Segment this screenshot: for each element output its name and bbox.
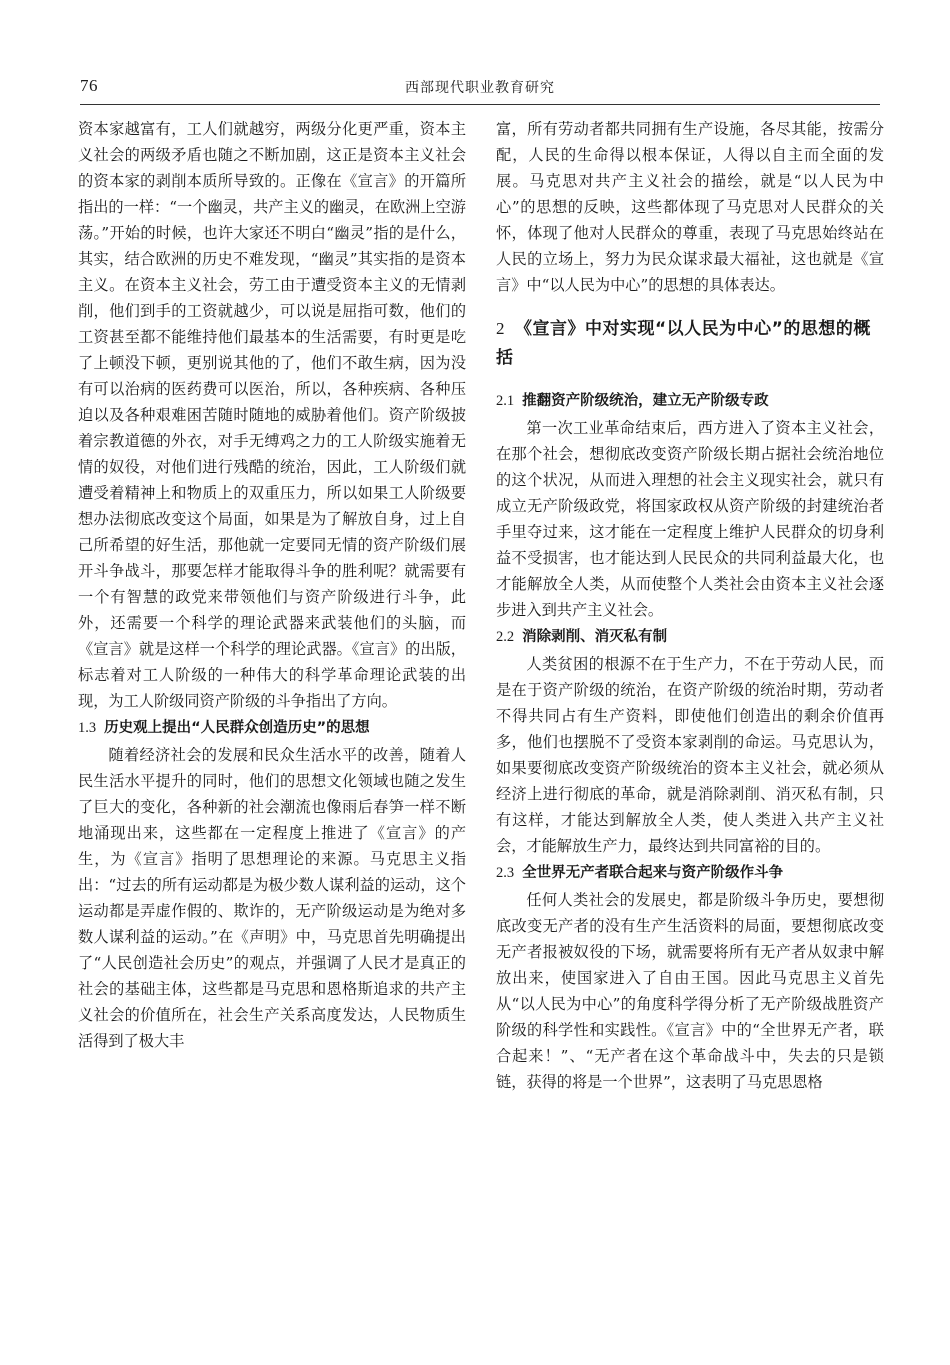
body-paragraph: 任何人类社会的发展史，都是阶级斗争历史，要想彻底改变无产者的没有生产生活资料的局面，要想彻底改变无产者报被奴役的下场，就需要将所有无产者从奴隶中解放出来，使国家进入了自由王国。因此马克思主义首先从“以人民为中心”的角度科学得分析了无产阶级战胜资产阶级的科学性和实践性。《宣言》中的“全世界无产者，联合起来！”、“无产者在这个革命战斗中，失去的只是锁链，获得的将是一个世界”，这表明了马克思恩格 [496,891,884,1091]
section-title: 推翻资产阶级统治，建立无产阶级专政 [522,393,769,409]
section-heading-2-2 [496,623,884,651]
section-number: 2.3 [496,865,515,881]
body-paragraph: 随着经济社会的发展和民众生活水平的改善，随着人民生活水平提升的同时，他们的思想文化领域也随之发生了巨大的变化，各种新的社会潮流也像雨后春笋一样不断地涌现出来，这些都在一定程度上推进了《宣言》的产生，为《宣言》指明了思想理论的来源。马克思主义指出：“过去的所有运动都是为极少数人谋利益的运动，这个运动都是弄虚作假的、欺诈的，无产阶级运动是为绝对多数人谋利益的运动。”在《声明》中，马克思首先明确提出了“人民创造社会历史”的观点，并强调了人民才是真正的社会的基础主体，这些都是马克思和恩格斯追求的共产主义社会的价值所在，社会生产关系高度发达，人民物质生活得到了极大丰 [78,746,466,1050]
section-title: 全世界无产者联合起来与资产阶级作斗争 [522,865,784,881]
section-number: 2.1 [496,393,515,409]
right-column [496,116,884,1095]
section-heading-2-3 [496,859,884,887]
body-paragraph: 第一次工业革命结束后，西方进入了资本主义社会，在那个社会，想彻底改变资产阶级长期占据社会统治地位的这个状况，从而进入理想的社会主义现实社会，就只有成立无产阶级政党，将国家政权从资产阶级的封建统治者手里夺过来，这才能在一定程度上维护人民群众的切身利益不受损害，也才能达到人民民众的共同利益最大化，也才能解放全人类，从而使整个人类社会由资本主义社会逐步进入到共产主义社会。 [496,419,884,619]
body-paragraph: 富，所有劳动者都共同拥有生产设施，各尽其能，按需分配，人民的生命得以根本保证，人得以自主而全面的发展。马克思对共产主义社会的描绘，就是“以人民为中心”的思想的反映，这些都体现了马克思对人民群众的关怀，体现了他对人民群众的尊重，表现了马克思始终站在人民的立场上，努力为民众谋求最大福祉，这也就是《宣言》中“以人民为中心”的思想的具体表达。 [496,120,884,294]
section-title: 消除剥削、消灭私有制 [522,629,668,645]
journal-title: 西部现代职业教育研究 [405,80,555,96]
section-number: 2.2 [496,629,515,645]
section-heading-2-1 [496,387,884,415]
section-heading-2 [496,314,884,373]
section-title: 《宣言》中对实现“以人民为中心”的思想的概括 [496,319,871,368]
body-paragraph: 人类贫困的根源不在于生产力，不在于劳动人民，而是在于资产阶级的统治，在资产阶级的统治时期，劳动者不得共同占有生产资料，即使他们创造出的剩余价值再多，他们也摆脱不了受资本家剥削的命运。马克思认为，如果要彻底改变资产阶级统治的资本主义社会，就必须从经济上进行彻底的革命，就是消除剥削、消灭私有制，只有这样，才能达到解放全人类，使人类进入共产主义社会，才能解放生产力，最终达到共同富裕的目的。 [496,655,884,855]
page-number: 76 [80,76,98,95]
section-number: 1.3 [78,720,97,736]
section-heading-1-3 [78,714,466,742]
header-rule [80,104,880,105]
body-paragraph: 资本家越富有，工人们就越穷，两级分化更严重，资本主义社会的两级矛盾也随之不断加剧，这正是资本主义社会的资本家的剥削本质所导致的。正像在《宣言》的开篇所指出的一样：“一个幽灵，共产主义的幽灵，在欧洲上空游荡。”开始的时候，也许大家还不明白“幽灵”指的是什么，其实，结合欧洲的历史不难发现，“幽灵”其实指的是资本主义。在资本主义社会，劳工由于遭受资本主义的无情剥削，他们到手的工资就越少，可以说是屈指可数，他们的工资甚至都不能维持他们最基本的生活需要，有时更是吃了上顿没下顿，更别说其他的了，他们不敢生病，因为没有可以治病的医药费可以医治，所以，各种疾病、各种压迫以及各种艰难困苦随时随地的威胁着他们。资产阶级披着宗教道德的外衣，对手无缚鸡之力的工人阶级实施着无情的奴役，对他们进行残酷的统治，因此，工人阶级们就遭受着精神上和物质上的双重压力，所以如果工人阶级要想办法彻底改变这个局面，如果是为了解放自身，过上自己所希望的好生活，那他就一定要同无情的资产阶级们展开斗争战斗，那要怎样才能取得斗争的胜利呢？就需要有一个有智慧的政党来带领他们与资产阶级进行斗争，此外，还需要一个科学的理论武器来武装他们的头脑，而《宣言》就是这样一个科学的理论武器。《宣言》的出版，标志着对工人阶级的一种伟大的科学革命理论武装的出现，为工人阶级同资产阶级的斗争指出了方向。 [78,120,466,710]
section-number: 2 [496,319,505,338]
left-column [78,116,466,1054]
page-header [80,76,880,102]
section-title: 历史观上提出“人民群众创造历史”的思想 [104,720,370,736]
